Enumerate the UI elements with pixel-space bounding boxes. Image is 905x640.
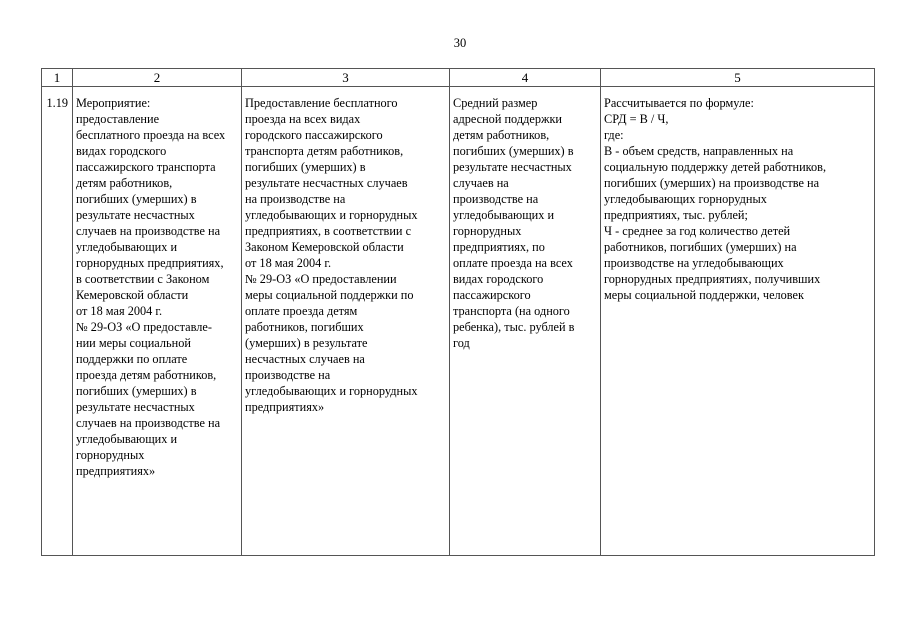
column-header: 4 — [450, 69, 601, 87]
row-number: 1.19 — [42, 87, 73, 556]
event-cell: Мероприятие: предоставление бесплатного проезда на всех видах городского пассажирского транспорта детям работников, погибших (умерших) в результате несчастных случаев на производстве на угледобывающих и горнорудных предприятиях, в соответствии с Законом Кемеровской области от 18 мая 2004 г. № 29-ОЗ «О предоставле- нии меры социальной поддержки по оплате проезда детям работников, погибших (умерших) в результате несчастных случаев на производстве на угледобывающих и горнорудных предприятиях» — [73, 87, 242, 556]
column-header: 3 — [242, 69, 450, 87]
description-cell: Предоставление бесплатного проезда на всех видах городского пассажирского транспорта детям работников, погибших (умерших) в результате несчастных случаев на производстве на угледобывающих и горнорудных предприятиях, в соответствии с Законом Кемеровской области от 18 мая 2004 г. № 29-ОЗ «О предоставлении меры социальной поддержки по оплате проезда детям работников, погибших (умерших) в результате несчастных случаев на производстве на угледобывающих и горнорудных предприятиях» — [242, 87, 450, 556]
table-header-row — [42, 69, 875, 87]
indicator-cell: Средний размер адресной поддержки детям работников, погибших (умерших) в результате несчастных случаев на производстве на угледобывающих и горнорудных предприятиях, по оплате проезда на всех видах городского пассажирского транспорта (на одного ребенка), тыс. рублей в год — [450, 87, 601, 556]
column-header: 5 — [601, 69, 875, 87]
column-header: 1 — [42, 69, 73, 87]
formula-cell: Рассчитывается по формуле: СРД = В / Ч, где: В - объем средств, направленных на социальную поддержку детей работников, погибших (умерших) на производстве на угледобывающих горнорудных предприятиях, тыс. рублей; Ч - среднее за год количество детей работников, погибших (умерших) на производстве на угледобывающих горнорудных предприятиях, получивших меры социальной поддержки, человек — [601, 87, 875, 556]
page-number: 30 — [453, 36, 467, 50]
indicators-table — [41, 68, 875, 556]
column-header: 2 — [73, 69, 242, 87]
table-row — [42, 87, 875, 556]
